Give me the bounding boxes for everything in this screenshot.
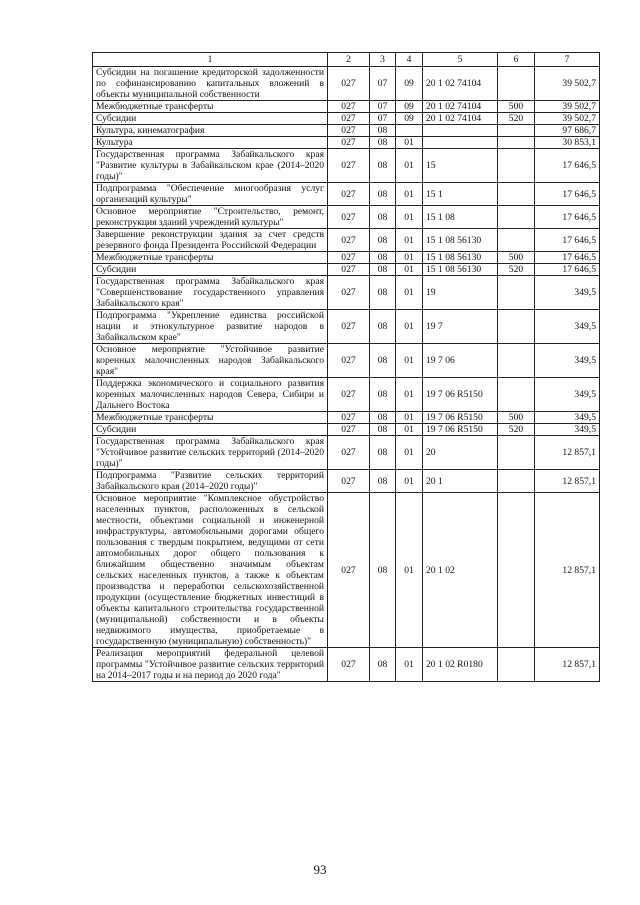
- row-section: 08: [370, 493, 396, 648]
- row-name: Субсидии на погашение кредиторской задолженности по софинансированию капитальных вложений в объекты муниципальной собственности: [93, 67, 328, 101]
- row-name: Культура, кинематография: [93, 125, 328, 137]
- row-expense-type: [498, 137, 535, 149]
- row-subsection: 01: [396, 424, 423, 436]
- row-subsection: 01: [396, 648, 423, 682]
- row-target-article: 15 1: [423, 183, 498, 206]
- row-grbs: 027: [328, 137, 370, 149]
- row-grbs: 027: [328, 125, 370, 137]
- row-expense-type: [498, 470, 535, 493]
- row-grbs: 027: [328, 149, 370, 183]
- row-sum: 17 646,5: [535, 229, 600, 252]
- row-name: Государственная программа Забайкальского края "Устойчивое развитие сельских территорий (2014–2020 годы)": [93, 436, 328, 470]
- row-subsection: 01: [396, 183, 423, 206]
- row-expense-type: [498, 648, 535, 682]
- table-row: [93, 310, 600, 344]
- row-name: Культура: [93, 137, 328, 149]
- table-row: [93, 378, 600, 412]
- table-row: [93, 113, 600, 125]
- row-target-article: 19: [423, 276, 498, 310]
- row-name: Субсидии: [93, 264, 328, 276]
- row-section: 08: [370, 276, 396, 310]
- row-grbs: 027: [328, 67, 370, 101]
- row-subsection: 01: [396, 436, 423, 470]
- row-sum: 30 853,1: [535, 137, 600, 149]
- row-expense-type: [498, 183, 535, 206]
- row-target-article: 20 1 02 74104: [423, 67, 498, 101]
- row-target-article: 19 7 06 R5150: [423, 378, 498, 412]
- header-col-5: 5: [423, 53, 498, 67]
- table-row: [93, 470, 600, 493]
- row-subsection: 01: [396, 149, 423, 183]
- row-target-article: 15 1 08 56130: [423, 229, 498, 252]
- row-section: 08: [370, 436, 396, 470]
- row-grbs: 027: [328, 183, 370, 206]
- row-subsection: 01: [396, 470, 423, 493]
- header-col-3: 3: [370, 53, 396, 67]
- row-name: Завершение реконструкции здания за счет средств резервного фонда Президента Российской Федерации: [93, 229, 328, 252]
- row-expense-type: 500: [498, 252, 535, 264]
- row-sum: 12 857,1: [535, 470, 600, 493]
- row-section: 08: [370, 125, 396, 137]
- row-section: 08: [370, 252, 396, 264]
- row-expense-type: [498, 436, 535, 470]
- page-number: 93: [313, 862, 327, 877]
- budget-table: [92, 52, 600, 682]
- row-grbs: 027: [328, 470, 370, 493]
- row-name: Подпрограмма "Обеспечение многообразия услуг организаций культуры": [93, 183, 328, 206]
- row-grbs: 027: [328, 101, 370, 113]
- row-target-article: 20 1 02 74104: [423, 101, 498, 113]
- row-name: Основное мероприятие "Устойчивое развитие коренных малочисленных народов Забайкальского края": [93, 344, 328, 378]
- row-subsection: 01: [396, 493, 423, 648]
- row-subsection: 09: [396, 113, 423, 125]
- row-target-article: 19 7 06: [423, 344, 498, 378]
- row-section: 08: [370, 412, 396, 424]
- table-row: [93, 648, 600, 682]
- row-grbs: 027: [328, 424, 370, 436]
- row-grbs: 027: [328, 648, 370, 682]
- row-sum: 17 646,5: [535, 206, 600, 229]
- row-section: 07: [370, 67, 396, 101]
- row-grbs: 027: [328, 276, 370, 310]
- row-subsection: 01: [396, 264, 423, 276]
- row-sum: 39 502,7: [535, 113, 600, 125]
- row-section: 08: [370, 229, 396, 252]
- row-expense-type: 500: [498, 101, 535, 113]
- row-target-article: 20 1: [423, 470, 498, 493]
- row-target-article: 20 1 02 R0180: [423, 648, 498, 682]
- table-row: [93, 424, 600, 436]
- table-row: [93, 67, 600, 101]
- table-row: [93, 229, 600, 252]
- row-sum: 349,5: [535, 412, 600, 424]
- row-target-article: 19 7 06 R5150: [423, 424, 498, 436]
- row-sum: 39 502,7: [535, 101, 600, 113]
- row-grbs: 027: [328, 264, 370, 276]
- row-section: 08: [370, 137, 396, 149]
- row-section: 08: [370, 264, 396, 276]
- row-name: Основное мероприятие "Комплексное обустройство населенных пунктов, расположенных в сельской местности, объектами социальной и инженерной инфраструктуры, автомобильными дорогами общего пользования с твердым покрытием, ведущими от сети автомобильных дорог общего пользования к ближайшим общественно значимым объектам сельских населенных пунктов, а также к объектам производства и переработки сельскохозяйственной продукции (осуществление бюджетных инвестиций в объекты капитального строительства государственной (муниципальной) собственности и в объекты недвижимого имущества, приобретаемые в государственную (муниципальную) собственность)": [93, 493, 328, 648]
- row-sum: 39 502,7: [535, 67, 600, 101]
- row-name: Основное мероприятие "Строительство, ремонт, реконструкция зданий учреждений культуры": [93, 206, 328, 229]
- row-expense-type: 500: [498, 412, 535, 424]
- row-name: Подпрограмма "Укрепление единства российской нации и этнокультурное развитие народов в Забайкальском крае": [93, 310, 328, 344]
- row-subsection: 01: [396, 378, 423, 412]
- row-section: 08: [370, 206, 396, 229]
- row-sum: 17 646,5: [535, 149, 600, 183]
- row-grbs: 027: [328, 206, 370, 229]
- header-col-6: 6: [498, 53, 535, 67]
- header-col-7: 7: [535, 53, 600, 67]
- table-row: [93, 264, 600, 276]
- row-expense-type: [498, 206, 535, 229]
- row-grbs: 027: [328, 378, 370, 412]
- row-expense-type: [498, 67, 535, 101]
- table-row: [93, 493, 600, 648]
- table-row: [93, 137, 600, 149]
- row-target-article: 15 1 08: [423, 206, 498, 229]
- row-target-article: 19 7: [423, 310, 498, 344]
- row-grbs: 027: [328, 310, 370, 344]
- row-expense-type: [498, 229, 535, 252]
- row-expense-type: [498, 493, 535, 648]
- row-section: 08: [370, 344, 396, 378]
- row-name: Государственная программа Забайкальского края "Совершенствование государственного управления Забайкальского края": [93, 276, 328, 310]
- row-name: Поддержка экономического и социального развития коренных малочисленных народов Севера, Сибири и Дальнего Востока: [93, 378, 328, 412]
- row-sum: 12 857,1: [535, 493, 600, 648]
- row-subsection: 01: [396, 229, 423, 252]
- row-subsection: 09: [396, 67, 423, 101]
- row-subsection: 01: [396, 412, 423, 424]
- row-target-article: [423, 137, 498, 149]
- row-sum: 349,5: [535, 378, 600, 412]
- row-section: 08: [370, 183, 396, 206]
- row-grbs: 027: [328, 436, 370, 470]
- row-sum: 349,5: [535, 424, 600, 436]
- table-row: [93, 206, 600, 229]
- row-name: Межбюджетные трансферты: [93, 252, 328, 264]
- row-sum: 17 646,5: [535, 183, 600, 206]
- row-section: 07: [370, 101, 396, 113]
- row-section: 07: [370, 113, 396, 125]
- table-row: [93, 276, 600, 310]
- row-sum: 349,5: [535, 344, 600, 378]
- row-subsection: 01: [396, 137, 423, 149]
- row-sum: 17 646,5: [535, 252, 600, 264]
- row-grbs: 027: [328, 493, 370, 648]
- row-target-article: 20 1 02 74104: [423, 113, 498, 125]
- row-grbs: 027: [328, 229, 370, 252]
- table-row: [93, 252, 600, 264]
- row-target-article: 15 1 08 56130: [423, 252, 498, 264]
- row-subsection: 01: [396, 252, 423, 264]
- row-subsection: 01: [396, 276, 423, 310]
- row-name: Реализация мероприятий федеральной целевой программы "Устойчивое развитие сельских территорий на 2014–2017 годы и на период до 2020 года": [93, 648, 328, 682]
- row-subsection: 09: [396, 101, 423, 113]
- row-name: Субсидии: [93, 424, 328, 436]
- row-section: 08: [370, 149, 396, 183]
- header-col-2: 2: [328, 53, 370, 67]
- row-expense-type: 520: [498, 113, 535, 125]
- row-grbs: 027: [328, 412, 370, 424]
- row-expense-type: 520: [498, 424, 535, 436]
- row-sum: 349,5: [535, 310, 600, 344]
- row-expense-type: [498, 310, 535, 344]
- row-expense-type: [498, 344, 535, 378]
- table-row: [93, 183, 600, 206]
- row-target-article: [423, 125, 498, 137]
- row-sum: 12 857,1: [535, 648, 600, 682]
- row-target-article: 19 7 06 R5150: [423, 412, 498, 424]
- table-row: [93, 436, 600, 470]
- row-sum: 349,5: [535, 276, 600, 310]
- row-expense-type: 520: [498, 264, 535, 276]
- header-col-1: 1: [93, 53, 328, 67]
- row-sum: 17 646,5: [535, 264, 600, 276]
- row-section: 08: [370, 470, 396, 493]
- row-name: Подпрограмма "Развитие сельских территорий Забайкальского края (2014–2020 годы)": [93, 470, 328, 493]
- row-name: Субсидии: [93, 113, 328, 125]
- row-grbs: 027: [328, 252, 370, 264]
- row-subsection: 01: [396, 310, 423, 344]
- row-subsection: 01: [396, 206, 423, 229]
- row-target-article: 20 1 02: [423, 493, 498, 648]
- row-grbs: 027: [328, 113, 370, 125]
- row-sum: 12 857,1: [535, 436, 600, 470]
- table-row: [93, 412, 600, 424]
- row-section: 08: [370, 378, 396, 412]
- row-name: Межбюджетные трансферты: [93, 101, 328, 113]
- table-row: [93, 149, 600, 183]
- row-name: Государственная программа Забайкальского края "Развитие культуры в Забайкальском крае (2014–2020 годы)": [93, 149, 328, 183]
- row-target-article: 20: [423, 436, 498, 470]
- row-target-article: 15 1 08 56130: [423, 264, 498, 276]
- row-target-article: 15: [423, 149, 498, 183]
- table-row: [93, 125, 600, 137]
- row-sum: 97 686,7: [535, 125, 600, 137]
- table-row: [93, 344, 600, 378]
- row-expense-type: [498, 276, 535, 310]
- row-name: Межбюджетные трансферты: [93, 412, 328, 424]
- row-subsection: [396, 125, 423, 137]
- header-col-4: 4: [396, 53, 423, 67]
- row-subsection: 01: [396, 344, 423, 378]
- row-expense-type: [498, 378, 535, 412]
- header-row: [93, 53, 600, 67]
- row-expense-type: [498, 149, 535, 183]
- row-grbs: 027: [328, 344, 370, 378]
- row-section: 08: [370, 648, 396, 682]
- row-section: 08: [370, 424, 396, 436]
- row-section: 08: [370, 310, 396, 344]
- row-expense-type: [498, 125, 535, 137]
- table-row: [93, 101, 600, 113]
